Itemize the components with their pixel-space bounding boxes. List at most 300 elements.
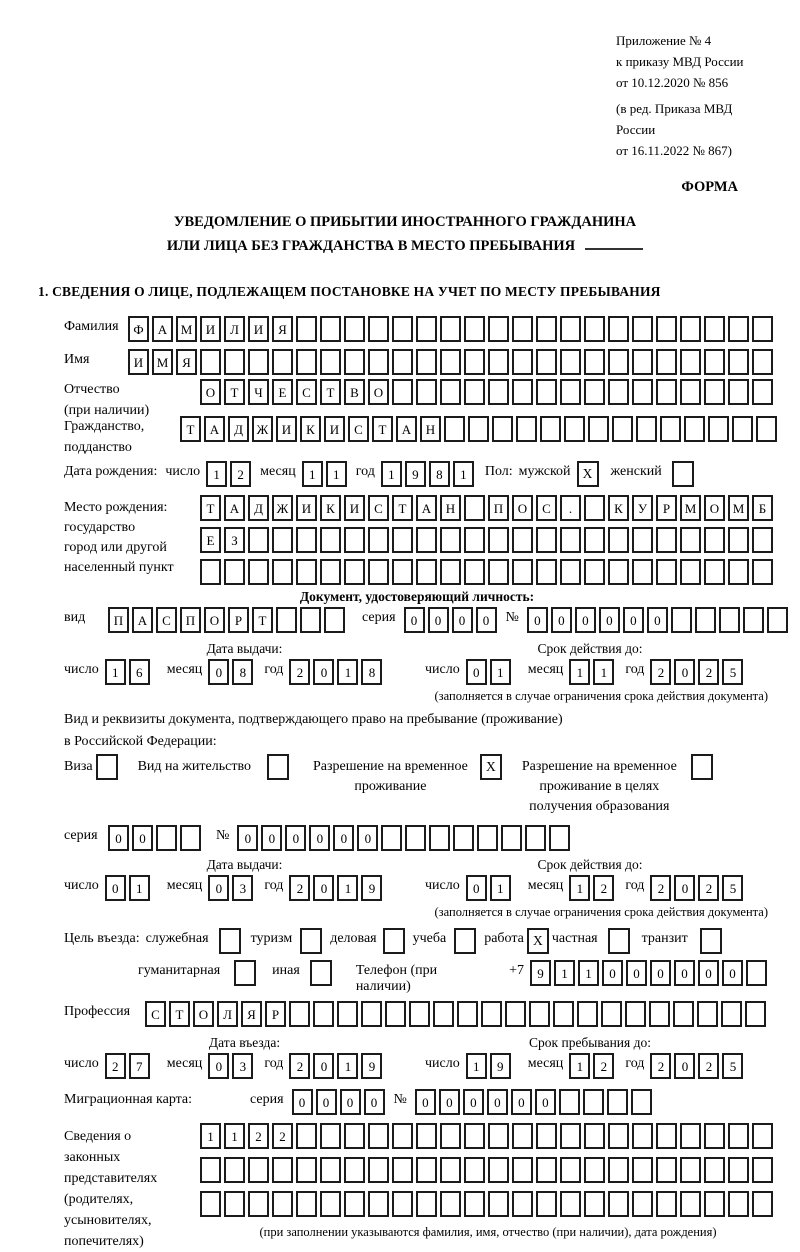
birth-place-row3 xyxy=(200,559,776,585)
char-cell xyxy=(560,349,581,375)
purpose-label: Цель въезда: xyxy=(64,931,140,946)
char-cell: 0 xyxy=(476,607,497,633)
doc-dates xyxy=(64,641,770,685)
char-cell xyxy=(392,1157,413,1183)
char-cell: П xyxy=(180,607,201,633)
char-cell xyxy=(680,1157,701,1183)
char-cell: 0 xyxy=(309,825,330,851)
char-cell xyxy=(296,527,317,553)
char-cell xyxy=(464,316,485,342)
stay-issue-day xyxy=(105,875,153,901)
char-cell: К xyxy=(608,495,629,521)
char-cell: 2 xyxy=(593,875,614,901)
char-cell xyxy=(584,349,605,375)
char-cell xyxy=(392,1123,413,1149)
char-cell xyxy=(732,416,753,442)
char-cell xyxy=(680,316,701,342)
char-cell xyxy=(368,316,389,342)
temp-residence-checkbox: X xyxy=(480,754,502,780)
doc-issue-month xyxy=(208,659,256,685)
purpose-transit-checkbox xyxy=(700,928,722,954)
char-cell xyxy=(728,379,749,405)
char-cell xyxy=(536,559,557,585)
char-cell xyxy=(631,1089,652,1115)
char-cell xyxy=(680,349,701,375)
char-cell: 0 xyxy=(292,1089,313,1115)
char-cell: Р xyxy=(228,607,249,633)
char-cell xyxy=(632,1157,653,1183)
char-cell xyxy=(560,379,581,405)
stay-until-month xyxy=(569,1053,617,1079)
doc-number-cells xyxy=(527,607,791,633)
char-cell xyxy=(392,527,413,553)
migration-number-label: № xyxy=(393,1092,407,1107)
char-cell: Я xyxy=(241,1001,262,1027)
char-cell xyxy=(512,1123,533,1149)
char-cell: Ж xyxy=(272,495,293,521)
char-cell: 2 xyxy=(593,1053,614,1079)
char-cell xyxy=(488,1191,509,1217)
char-cell xyxy=(477,825,498,851)
char-cell xyxy=(416,559,437,585)
char-cell xyxy=(272,349,293,375)
char-cell: 1 xyxy=(453,461,474,487)
char-cell xyxy=(272,559,293,585)
char-cell: И xyxy=(248,316,269,342)
char-cell xyxy=(608,379,629,405)
char-cell xyxy=(320,1157,341,1183)
representatives-note: (при заполнении указываются фамилия, имя, отчество (при наличии), дата рождения) xyxy=(259,1225,717,1239)
char-cell: 0 xyxy=(357,825,378,851)
char-cell: А xyxy=(132,607,153,633)
char-cell xyxy=(632,527,653,553)
doc-issue-group: Дата выдачи: число 1 6 месяц 0 8 год 2 0 1 8 xyxy=(64,641,425,685)
char-cell xyxy=(704,1123,725,1149)
char-cell xyxy=(584,527,605,553)
char-cell xyxy=(695,607,716,633)
char-cell xyxy=(680,379,701,405)
char-cell: 2 xyxy=(650,875,671,901)
profession-label: Профессия xyxy=(64,1004,131,1019)
char-cell xyxy=(728,1157,749,1183)
char-cell xyxy=(392,1191,413,1217)
doc-seriya-label: серия xyxy=(362,610,396,625)
given-name-label: Имя xyxy=(64,352,90,367)
doc-number-label: № xyxy=(505,610,519,625)
char-cell: Т xyxy=(320,379,341,405)
char-cell xyxy=(416,527,437,553)
char-cell: 0 xyxy=(105,875,126,901)
citizenship-cells xyxy=(180,416,780,442)
char-cell: 0 xyxy=(466,875,487,901)
char-cell xyxy=(728,316,749,342)
visa-label: Виза xyxy=(64,759,93,774)
char-cell xyxy=(704,379,725,405)
profession-cells xyxy=(145,1001,769,1027)
char-cell: 2 xyxy=(650,1053,671,1079)
char-cell: А xyxy=(416,495,437,521)
purpose-business-checkbox xyxy=(383,928,405,954)
month-label: месяц xyxy=(260,464,296,479)
char-cell xyxy=(584,379,605,405)
char-cell xyxy=(625,1001,646,1027)
form-title-line1: УВЕДОМЛЕНИЕ О ПРИБЫТИИ ИНОСТРАННОГО ГРАЖДАНИНА xyxy=(173,214,637,230)
restriction-note: (заполняется в случае ограничения срока действия документа) xyxy=(434,689,768,703)
char-cell: 9 xyxy=(361,875,382,901)
char-cell xyxy=(361,1001,382,1027)
char-cell xyxy=(560,316,581,342)
char-cell xyxy=(433,1001,454,1027)
temp-residence-edu-checkbox xyxy=(691,754,713,780)
char-cell xyxy=(492,416,513,442)
char-cell xyxy=(416,1157,437,1183)
char-cell: Д xyxy=(228,416,249,442)
char-cell: 1 xyxy=(337,875,358,901)
char-cell: 1 xyxy=(200,1123,221,1149)
char-cell: Е xyxy=(200,527,221,553)
char-cell: 1 xyxy=(569,659,590,685)
char-cell: С xyxy=(368,495,389,521)
char-cell: 0 xyxy=(626,960,647,986)
char-cell xyxy=(656,316,677,342)
char-cell xyxy=(728,559,749,585)
phone-cells xyxy=(530,960,770,986)
char-cell xyxy=(671,607,692,633)
char-cell: И xyxy=(200,316,221,342)
phone-label: Телефон (при наличии) xyxy=(355,963,438,994)
char-cell xyxy=(680,527,701,553)
char-cell xyxy=(540,416,561,442)
char-cell: Т xyxy=(372,416,393,442)
stay-until-year xyxy=(650,1053,746,1079)
char-cell xyxy=(320,349,341,375)
year-label: год xyxy=(355,464,375,479)
char-cell xyxy=(224,349,245,375)
doc-valid-month xyxy=(569,659,617,685)
char-cell: 2 xyxy=(650,659,671,685)
char-cell: 0 xyxy=(527,607,548,633)
doc-type-label: вид xyxy=(64,610,86,625)
char-cell xyxy=(656,1157,677,1183)
char-cell: О xyxy=(704,495,725,521)
char-cell: 8 xyxy=(361,659,382,685)
purpose-tourism-checkbox xyxy=(300,928,322,954)
char-cell xyxy=(632,349,653,375)
char-cell: 1 xyxy=(554,960,575,986)
char-cell xyxy=(224,1191,245,1217)
char-cell xyxy=(224,559,245,585)
char-cell xyxy=(684,416,705,442)
stay-issue-year xyxy=(289,875,385,901)
patronymic-sublabel: (при наличии) xyxy=(64,403,150,418)
char-cell xyxy=(583,1089,604,1115)
char-cell xyxy=(468,416,489,442)
citizenship-row xyxy=(64,416,770,455)
char-cell: 7 xyxy=(129,1053,150,1079)
char-cell xyxy=(512,527,533,553)
char-cell xyxy=(276,607,297,633)
doc-valid-year xyxy=(650,659,746,685)
char-cell xyxy=(608,1123,629,1149)
char-cell xyxy=(464,1157,485,1183)
char-cell xyxy=(248,527,269,553)
purpose-official-checkbox xyxy=(219,928,241,954)
char-cell: 1 xyxy=(466,1053,487,1079)
char-cell xyxy=(697,1001,718,1027)
char-cell xyxy=(416,349,437,375)
char-cell: 0 xyxy=(415,1089,436,1115)
patronymic-row xyxy=(64,379,770,418)
char-cell: А xyxy=(204,416,225,442)
visit-purpose-row: Цель въезда: служебная туризм деловая учеба работа X частная транзит xyxy=(64,928,770,954)
birth-date-row xyxy=(64,461,770,487)
char-cell xyxy=(680,559,701,585)
char-cell: С xyxy=(536,495,557,521)
birth-place-label: Место рождения: государство город или другой населенный пункт xyxy=(64,500,174,575)
valid-until-heading: Срок действия до: xyxy=(537,641,643,656)
given-name-cells xyxy=(128,349,776,375)
given-name-row xyxy=(64,349,770,375)
doc-issue-year xyxy=(289,659,385,685)
char-cell xyxy=(368,1123,389,1149)
char-cell: 9 xyxy=(530,960,551,986)
char-cell xyxy=(296,1157,317,1183)
char-cell xyxy=(324,607,345,633)
char-cell: Р xyxy=(656,495,677,521)
stay-valid-group: Срок действия до: число 0 1 месяц 1 2 год 2 0 2 5 xyxy=(425,857,755,901)
char-cell: В xyxy=(344,379,365,405)
char-cell: 5 xyxy=(722,1053,743,1079)
char-cell: 1 xyxy=(490,875,511,901)
char-cell: А xyxy=(396,416,417,442)
char-cell: 6 xyxy=(129,659,150,685)
char-cell xyxy=(272,1157,293,1183)
amendment-line: (в ред. Приказа МВД России xyxy=(616,101,733,137)
char-cell xyxy=(608,559,629,585)
char-cell: Д xyxy=(248,495,269,521)
char-cell: 0 xyxy=(722,960,743,986)
char-cell xyxy=(560,1191,581,1217)
char-cell xyxy=(577,1001,598,1027)
residence-permit-label: Вид на жительство xyxy=(137,759,251,774)
char-cell xyxy=(344,349,365,375)
stay-issue-month xyxy=(208,875,256,901)
char-cell xyxy=(536,349,557,375)
char-cell xyxy=(564,416,585,442)
char-cell xyxy=(344,316,365,342)
char-cell xyxy=(584,1157,605,1183)
char-cell xyxy=(200,349,221,375)
issue-date-heading: Дата выдачи: xyxy=(206,641,283,656)
form-title-line2: ИЛИ ЛИЦА БЕЗ ГРАЖДАНСТВА В МЕСТО ПРЕБЫВАНИЯ xyxy=(40,234,770,258)
char-cell xyxy=(368,527,389,553)
char-cell: И xyxy=(324,416,345,442)
entry-day xyxy=(105,1053,153,1079)
identity-doc-row xyxy=(64,607,770,633)
char-cell: 0 xyxy=(237,825,258,851)
char-cell: О xyxy=(204,607,225,633)
char-cell: 2 xyxy=(289,659,310,685)
char-cell xyxy=(536,316,557,342)
char-cell: 5 xyxy=(722,875,743,901)
char-cell: 2 xyxy=(698,1053,719,1079)
char-cell xyxy=(512,349,533,375)
char-cell: И xyxy=(344,495,365,521)
char-cell xyxy=(512,379,533,405)
entry-date-group: Дата въезда: число 2 7 месяц 0 3 год 2 0 1 9 xyxy=(64,1035,425,1079)
char-cell: О xyxy=(368,379,389,405)
char-cell: 0 xyxy=(333,825,354,851)
char-cell xyxy=(313,1001,334,1027)
char-cell xyxy=(488,316,509,342)
char-cell xyxy=(584,1191,605,1217)
char-cell xyxy=(464,1191,485,1217)
char-cell xyxy=(440,1123,461,1149)
char-cell: 0 xyxy=(404,607,425,633)
char-cell xyxy=(296,316,317,342)
birth-day-cells xyxy=(206,461,254,487)
stay-doc-dates xyxy=(64,857,770,901)
char-cell xyxy=(392,316,413,342)
char-cell xyxy=(296,1191,317,1217)
char-cell xyxy=(721,1001,742,1027)
char-cell xyxy=(368,559,389,585)
char-cell xyxy=(608,1191,629,1217)
migration-card-label: Миграционная карта: xyxy=(64,1092,193,1107)
char-cell: Л xyxy=(217,1001,238,1027)
stay-until-day xyxy=(466,1053,514,1079)
char-cell xyxy=(704,559,725,585)
char-cell: 0 xyxy=(487,1089,508,1115)
char-cell: 0 xyxy=(313,1053,334,1079)
doc-issue-day xyxy=(105,659,153,685)
patronymic-label: Отчество (при наличии) xyxy=(64,382,150,418)
char-cell xyxy=(416,379,437,405)
char-cell: А xyxy=(224,495,245,521)
char-cell xyxy=(632,559,653,585)
char-cell xyxy=(409,1001,430,1027)
char-cell xyxy=(752,1191,773,1217)
char-cell xyxy=(296,349,317,375)
doc-type-cells xyxy=(108,607,348,633)
char-cell: И xyxy=(128,349,149,375)
char-cell xyxy=(704,349,725,375)
char-cell xyxy=(745,1001,766,1027)
char-cell: 0 xyxy=(674,960,695,986)
char-cell xyxy=(488,349,509,375)
char-cell xyxy=(608,1157,629,1183)
appendix-line: к приказу МВД России xyxy=(616,54,744,69)
char-cell xyxy=(464,495,485,521)
sex-female-checkbox xyxy=(672,461,694,487)
char-cell: 2 xyxy=(272,1123,293,1149)
residence-permit-checkbox xyxy=(267,754,289,780)
char-cell xyxy=(746,960,767,986)
char-cell xyxy=(752,379,773,405)
representatives-block xyxy=(64,1123,770,1252)
char-cell xyxy=(656,1191,677,1217)
purpose-row2: гуманитарная иная Телефон (при наличии) +7 9 1 1 0 0 0 0 0 0 xyxy=(138,960,770,995)
char-cell: 0 xyxy=(466,659,487,685)
char-cell xyxy=(525,825,546,851)
profession-row xyxy=(64,1001,770,1027)
stay-doc-intro1: Вид и реквизиты документа, подтверждающего право на пребывание (проживание) xyxy=(64,712,563,727)
char-cell xyxy=(752,316,773,342)
surname-row xyxy=(64,316,770,342)
char-cell xyxy=(180,825,201,851)
char-cell: 1 xyxy=(337,1053,358,1079)
char-cell: Т xyxy=(180,416,201,442)
char-cell: 1 xyxy=(569,1053,590,1079)
char-cell xyxy=(704,1157,725,1183)
char-cell xyxy=(529,1001,550,1027)
char-cell xyxy=(488,1157,509,1183)
appendix-line: от 10.12.2020 № 856 xyxy=(616,75,729,90)
char-cell xyxy=(728,1123,749,1149)
char-cell xyxy=(673,1001,694,1027)
char-cell xyxy=(344,559,365,585)
forma-label: ФОРМА xyxy=(681,179,738,195)
char-cell: 0 xyxy=(208,659,229,685)
char-cell: С xyxy=(296,379,317,405)
char-cell: 3 xyxy=(232,875,253,901)
char-cell: 1 xyxy=(206,461,227,487)
char-cell: Е xyxy=(272,379,293,405)
char-cell xyxy=(704,527,725,553)
char-cell xyxy=(608,316,629,342)
char-cell xyxy=(756,416,777,442)
char-cell: 0 xyxy=(313,659,334,685)
char-cell xyxy=(440,559,461,585)
char-cell xyxy=(660,416,681,442)
char-cell xyxy=(440,316,461,342)
char-cell: 0 xyxy=(551,607,572,633)
char-cell xyxy=(368,1191,389,1217)
char-cell: Т xyxy=(224,379,245,405)
representatives-row3 xyxy=(200,1191,776,1217)
char-cell: С xyxy=(156,607,177,633)
char-cell xyxy=(728,1191,749,1217)
char-cell xyxy=(416,1191,437,1217)
char-cell: Н xyxy=(440,495,461,521)
char-cell: 1 xyxy=(593,659,614,685)
char-cell xyxy=(536,1191,557,1217)
char-cell xyxy=(481,1001,502,1027)
char-cell xyxy=(440,527,461,553)
char-cell xyxy=(300,607,321,633)
temp-residence-edu-label: Разрешение на временное проживание в целях получения образования xyxy=(521,759,677,814)
birth-place-block xyxy=(64,495,770,585)
char-cell xyxy=(752,1123,773,1149)
char-cell: Б xyxy=(752,495,773,521)
char-cell xyxy=(344,527,365,553)
representatives-row1 xyxy=(200,1123,776,1149)
char-cell: Ф xyxy=(128,316,149,342)
char-cell xyxy=(656,379,677,405)
purpose-private-checkbox xyxy=(608,928,630,954)
entry-year xyxy=(289,1053,385,1079)
char-cell: 0 xyxy=(208,875,229,901)
char-cell xyxy=(296,559,317,585)
char-cell xyxy=(704,316,725,342)
char-cell xyxy=(680,1123,701,1149)
char-cell xyxy=(344,1157,365,1183)
doc-seriya-cells xyxy=(404,607,500,633)
stay-until-group: Срок пребывания до: число 1 9 месяц 1 2 год 2 0 2 5 xyxy=(425,1035,755,1079)
char-cell xyxy=(584,495,605,521)
char-cell xyxy=(512,316,533,342)
char-cell xyxy=(560,559,581,585)
